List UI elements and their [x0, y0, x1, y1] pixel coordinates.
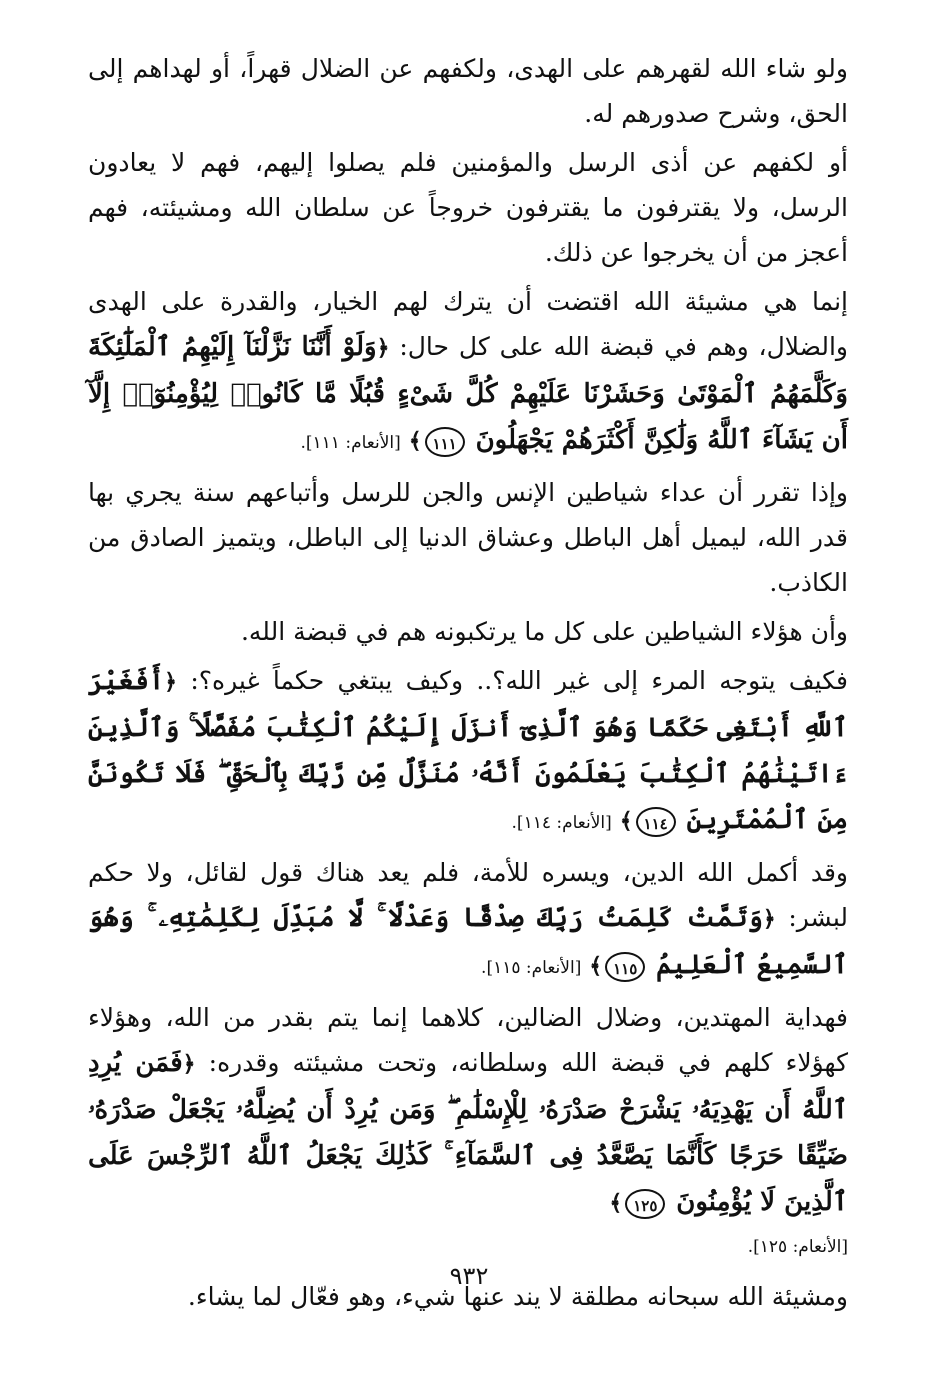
verse-reference: [الأنعام: ١١١].	[300, 433, 401, 453]
paragraph-6	[88, 658, 848, 846]
quran-open-bracket: ﴿	[164, 669, 178, 695]
paragraph-7-intro: وقد أكمل الله الدين، ويسره للأمة، فلم يعد هناك قول لقائل، ولا حكم لبشر:	[88, 858, 849, 932]
paragraph-1-text: ولو شاء الله لقهرهم على الهدى، ولكفهم عن الضلال قهراً، أو لهداهم إلى الحق، وشرح صدورهم له.	[88, 54, 848, 128]
paragraph-4-text: وإذا تقرر أن عداء شياطين الإنس والجن للرسل وأتباعهم سنة يجري بها قدر الله، ليميل أهل الباطل وعشاق الدنيا إلى الباطل، ويتميز الصادق من الكاذب.	[88, 478, 848, 597]
quran-verse-115: وَتَمَّتْ كَلِمَتُ رَبِّكَ صِدْقًا وَعَدْلًا ۚ لَّا مُبَدِّلَ لِكَلِمَٰتِهِۦ ۚ وَهُوَ ٱلسَّمِيعُ ٱلْعَلِيمُ	[88, 903, 848, 980]
paragraph-4	[88, 470, 848, 605]
page-number: ٩٣٢	[449, 1262, 489, 1290]
paragraph-5-text: وأن هؤلاء الشياطين على كل ما يرتكبونه هم في قبضة الله.	[240, 617, 848, 646]
quran-open-bracket: ﴿	[762, 906, 776, 932]
verse-reference: [الأنعام: ١١٤].	[511, 813, 612, 833]
paragraph-2-text: أو لكفهم عن أذى الرسل والمؤمنين فلم يصلوا إليهم، فهم لا يعادون الرسل، ولا يقترفون ما يقترفون خروجاً عن سلطان الله ومشيئته، فهم أعجز من أن يخرجوا عن ذلك.	[88, 148, 848, 267]
ayah-number-marker: ١١٥	[605, 952, 645, 982]
quran-close-bracket: ﴾	[609, 1190, 623, 1216]
paragraph-8-intro: فهداية المهتدين، وضلال الضالين، كلاهما إنما يتم بقدر من الله، وهؤلاء كهؤلاء كلهم في قبضة الله وسلطانه، وتحت مشيئته وقدره:	[88, 1003, 848, 1077]
quran-close-bracket: ﴾	[408, 428, 422, 454]
quran-open-bracket: ﴿	[182, 1051, 196, 1077]
paragraph-3-intro: إنما هي مشيئة الله اقتضت أن يترك لهم الخيار، والقدرة على الهدى والضلال، وهم في قبضة الله على كل حال:	[88, 287, 848, 361]
ayah-number-marker: ١١٤	[636, 807, 676, 837]
quran-close-bracket: ﴾	[619, 808, 633, 834]
paragraph-9-text: ومشيئة الله سبحانه مطلقة لا يند عنها شيء، وهو فعّال لما يشاء.	[187, 1282, 848, 1311]
quran-verse-125: فَمَن يُرِدِ ٱللَّهُ أَن يَهْدِيَهُۥ يَشْرَحْ صَدْرَهُۥ لِلْإِسْلَٰمِ ۖ وَمَن يُرِدْ أَن يُضِلَّهُۥ يَجْعَلْ صَدْرَهُۥ ضَيِّقًا حَرَجًا كَأَنَّمَا يَصَّعَّدُ فِى ٱلسَّمَآءِ ۚ كَذَٰلِكَ يَجْعَلُ ٱللَّهُ ٱلرِّجْسَ عَلَى ٱلَّذِينَ لَا يُؤْمِنُونَ	[88, 1048, 848, 1217]
paragraph-1	[88, 46, 848, 136]
paragraph-5	[88, 609, 848, 654]
paragraph-8	[88, 995, 848, 1226]
quran-open-bracket: ﴿	[376, 335, 390, 361]
verse-reference-line	[88, 1232, 848, 1262]
verse-reference: [الأنعام: ١٢٥].	[747, 1237, 848, 1257]
quran-close-bracket: ﴾	[589, 953, 603, 979]
quran-verse-111: وَلَوْ أَنَّنَا نَزَّلْنَآ إِلَيْهِمُ ٱلْمَلَٰٓئِكَةَ وَكَلَّمَهُمُ ٱلْمَوْتَىٰ وَحَشَرْنَا عَلَيْهِمْ كُلَّ شَىْءٍ قُبُلًا مَّا كَانُوا۟ لِيُؤْمِنُوٓا۟ إِلَّآ أَن يَشَآءَ ٱللَّهُ وَلَٰكِنَّ أَكْثَرَهُمْ يَجْهَلُونَ	[88, 332, 848, 455]
ayah-number-marker: ١٢٥	[625, 1189, 665, 1219]
ayah-number-marker: ١١١	[425, 427, 465, 457]
quran-verse-114: أَفَغَيْرَ ٱللَّهِ أَبْتَغِى حَكَمًا وَهُوَ ٱلَّذِىٓ أَنزَلَ إِلَيْكُمُ ٱلْكِتَٰبَ مُفَصَّلًا ۚ وَٱلَّذِينَ ءَاتَيْنَٰهُمُ ٱلْكِتَٰبَ يَعْلَمُونَ أَنَّهُۥ مُنَزَّلٌ مِّن رَّبِّكَ بِٱلْحَقِّ ۖ فَلَا تَكُونَنَّ مِنَ ٱلْمُمْتَرِينَ	[88, 666, 848, 835]
paragraph-6-intro: فكيف يتوجه المرء إلى غير الله؟.. وكيف يبتغي حكماً غيره؟:	[190, 666, 848, 695]
paragraph-2	[88, 140, 848, 275]
paragraph-3	[88, 279, 848, 466]
verse-reference: [الأنعام: ١١٥].	[481, 958, 582, 978]
paragraph-7	[88, 850, 848, 991]
